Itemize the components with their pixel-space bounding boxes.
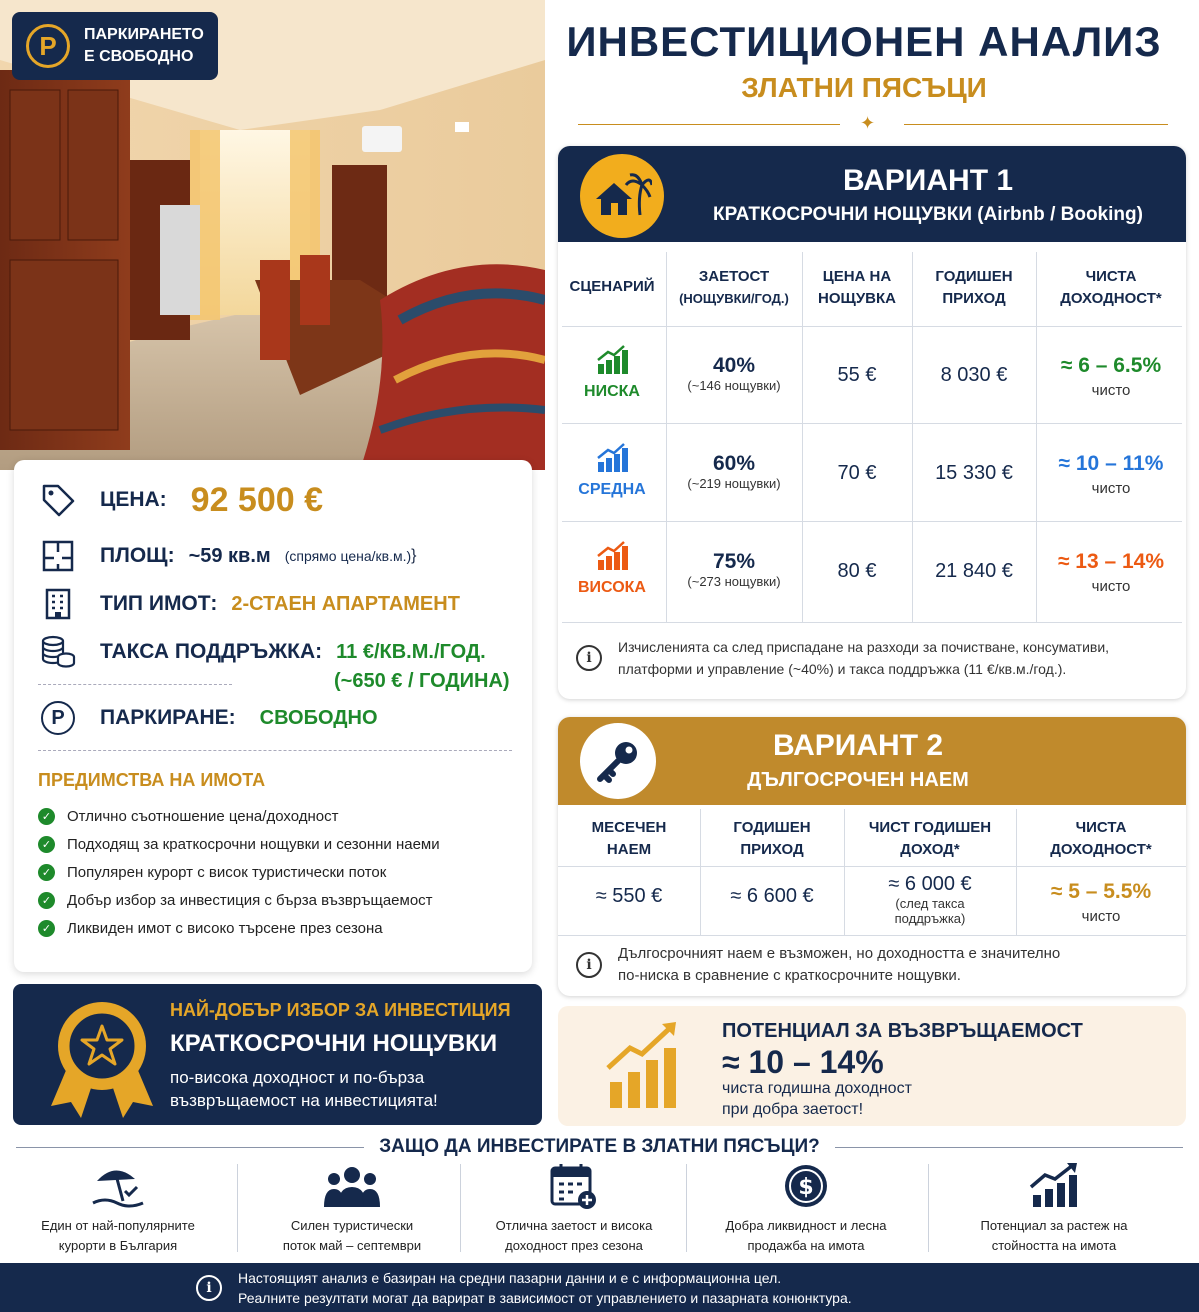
- parking-value: СВОБОДНО: [259, 706, 378, 729]
- why-item-growth: Потенциал за растеж на стойността на имота: [944, 1160, 1164, 1256]
- yield-high: ≈ 13 – 14%: [1057, 550, 1165, 573]
- svg-text:$: $: [798, 1175, 814, 1200]
- why-item-tourism: Силен туристически поток май – септември: [242, 1160, 462, 1256]
- col-net-income: ЧИСТ ГОДИШЕН ДОХОД*: [868, 819, 992, 858]
- page-subtitle: ЗЛАТНИ ПЯСЪЦИ: [741, 72, 987, 103]
- parking-circle-icon: [38, 698, 78, 738]
- property-info-card: [14, 460, 532, 972]
- variant2-header: [558, 717, 1186, 805]
- yield-low: ≈ 6 – 6.5%: [1060, 354, 1162, 377]
- price-medium: 70 €: [837, 462, 877, 484]
- title-divider-left: [578, 124, 840, 125]
- parking-icon-letter: P: [41, 701, 75, 735]
- calendar-icon: [464, 1160, 684, 1212]
- fee-label: ТАКСА ПОДДРЪЖКА:: [100, 640, 323, 663]
- disclaimer-line2: Реалните резултати могат да варират в зависимост от управлението и пазарната конюнктура.: [238, 1289, 852, 1306]
- return-potential-card: [558, 1006, 1186, 1126]
- check-icon: ✓: [38, 836, 55, 853]
- advantages-title: ПРЕДИМСТВА НА ИМОТА: [38, 770, 266, 790]
- price-high: 80 €: [837, 560, 877, 582]
- dollar-coin-icon: [696, 1160, 916, 1212]
- floor-plan-icon: [38, 536, 78, 576]
- growth-chart-icon: [606, 1020, 686, 1110]
- variant1-subtitle: КРАТКОСРОЧНИ НОЩУВКИ (Airbnb / Booking): [713, 204, 1143, 225]
- title-divider-right: [904, 124, 1168, 125]
- disclaimer-footer: [0, 1263, 1199, 1312]
- list-item: ✓ Отлично съотношение цена/доходност: [38, 802, 440, 830]
- col-monthly-rent: МЕСЕЧЕН НАЕМ: [591, 819, 667, 858]
- check-icon: ✓: [38, 808, 55, 825]
- growth-chart-icon: [596, 540, 628, 570]
- parking-icon: P: [26, 24, 70, 68]
- variant1-title: ВАРИАНТ 1: [842, 164, 1014, 197]
- divider: [38, 684, 232, 685]
- beach-house-icon: [580, 154, 664, 238]
- beach-umbrella-icon: [8, 1160, 228, 1212]
- variant2-card: ВАРИАНТ 2 ДЪЛГОСРОЧЕН НАЕМ МЕСЕЧЕН НАЕМ ГОДИШЕН ПРИХОД ЧИСТ ГОДИШЕН ДОХОД* ЧИСТА ДОХОДНОСТ* ≈ 550 € ≈ 6 600 € ≈ 6 000 € (след такса поддръжка) ≈ 5 – 5.5% чисто i Дългосрочният наем е възможен, но доходността е значително по-ниска в сравнение с краткосрочните нощувки.: [558, 717, 1186, 996]
- parking-row: [38, 698, 378, 738]
- area-label: ПЛОЩ:: [100, 544, 175, 567]
- area-value: ~59 кв.м: [188, 544, 271, 567]
- occupancy-medium: 60%: [712, 452, 756, 475]
- income-high: 21 840 €: [935, 560, 1013, 582]
- variant2-subtitle: ДЪЛГОСРОЧЕН НАЕМ: [747, 769, 969, 791]
- why-item-occupancy: Отлична заетост и висока доходност през сезона: [464, 1160, 684, 1256]
- advantages-list: [38, 802, 440, 942]
- apartment-photo: [0, 0, 545, 470]
- fee-row: [38, 632, 486, 672]
- table-row-low: [558, 344, 666, 401]
- check-icon: ✓: [38, 920, 55, 937]
- why-item-resort: Един от най-популярните курорти в България: [8, 1160, 228, 1256]
- check-icon: ✓: [38, 864, 55, 881]
- price-value: 92 500 €: [190, 480, 324, 519]
- check-icon: ✓: [38, 892, 55, 909]
- annual-income: ≈ 6 600 €: [730, 885, 814, 907]
- col-net-yield: ЧИСТА ДОХОДНОСТ*: [1050, 819, 1152, 858]
- variant2-title: ВАРИАНТ 2: [772, 729, 944, 762]
- type-row: [38, 584, 460, 624]
- fee-row-2: [334, 670, 510, 693]
- best-choice-title: НАЙ-ДОБЪР ИЗБОР ЗА ИНВЕСТИЦИЯ: [170, 1000, 511, 1020]
- net-yield: ≈ 5 – 5.5%: [1050, 880, 1152, 903]
- price-row: [38, 480, 323, 520]
- info-icon: i: [576, 645, 602, 671]
- monthly-rent: ≈ 550 €: [595, 885, 663, 907]
- info-icon: i: [576, 952, 602, 978]
- income-medium: 15 330 €: [935, 462, 1013, 484]
- coins-icon: [38, 632, 78, 672]
- scenario-high: ВИСОКА: [578, 579, 646, 596]
- why-item-liquidity: $ Добра ликвидност и лесна продажба на имота: [696, 1160, 916, 1256]
- area-row: ПЛОЩ: ~59 кв.м (спрямо цена/кв.м.) }: [38, 536, 416, 576]
- divider: [38, 750, 512, 751]
- yield-medium: ≈ 10 – 11%: [1058, 452, 1164, 475]
- parking-badge-line2: Е СВОБОДНО: [84, 48, 194, 65]
- parking-badge: [12, 12, 218, 80]
- parking-badge-line1: ПАРКИРАНЕТО: [84, 26, 204, 43]
- page-title: ИНВЕСТИЦИОНЕН АНАЛИЗ: [566, 18, 1162, 65]
- nights-high: (~273 нощувки): [687, 574, 781, 589]
- list-item: ✓ Добър избор за инвестиция с бърза възвръщаемост: [38, 886, 440, 914]
- list-item: ✓ Подходящ за краткосрочни нощувки и сезонни наеми: [38, 830, 440, 858]
- type-value: 2-СТАЕН АПАРТАМЕНТ: [231, 592, 460, 615]
- potential-title: ПОТЕНЦИАЛ ЗА ВЪЗВРЪЩАЕМОСТ: [722, 1020, 1083, 1042]
- best-choice-text: по-висока доходност и по-бърза възвръщаемост на инвестицията!: [170, 1068, 438, 1110]
- scenario-low: НИСКА: [584, 383, 640, 400]
- table-row-medium: [558, 442, 666, 499]
- list-item: ✓ Популярен курорт с висок туристически поток: [38, 858, 440, 886]
- best-choice-banner: [13, 984, 542, 1125]
- col-annual-income: ГОДИШЕН ПРИХОД: [935, 268, 1013, 307]
- why-title: ЗАЩО ДА ИНВЕСТИРАТЕ В ЗЛАТНИ ПЯСЪЦИ?: [379, 1136, 820, 1157]
- growth-chart-icon: [596, 344, 628, 374]
- potential-value: ≈ 10 – 14%: [722, 1044, 884, 1080]
- scenario-medium: СРЕДНА: [578, 481, 646, 498]
- col-occupancy: ЗАЕТОСТ (НОЩУВКИ/ГОД.): [679, 268, 789, 306]
- parking-label: ПАРКИРАНЕ:: [100, 706, 236, 729]
- variant1-header: [558, 146, 1186, 242]
- nights-medium: (~219 нощувки): [687, 476, 781, 491]
- col-annual-income: ГОДИШЕН ПРИХОД: [733, 819, 811, 858]
- occupancy-low: 40%: [712, 354, 756, 377]
- fee-value-yearly: (~650 € / ГОДИНА): [334, 670, 510, 692]
- col-net-yield: ЧИСТА ДОХОДНОСТ*: [1060, 268, 1162, 307]
- info-icon: i: [196, 1275, 222, 1301]
- variant2-note: i Дългосрочният наем е възможен, но доходността е значително по-ниска в сравнение с краткосрочните нощувки.: [576, 943, 1176, 987]
- nights-low: (~146 нощувки): [687, 378, 781, 393]
- type-label: ТИП ИМОТ:: [100, 592, 218, 615]
- table-row-high: [558, 540, 666, 597]
- potential-text: чиста годишна доходност при добра заетост!: [722, 1080, 912, 1118]
- variant1-note: i Изчисленията са след приспадане на разходи за почистване, консумативи, платформи и управление (~40%) и такса поддръжка (11 €/кв.м./год.).: [576, 636, 1176, 680]
- best-choice-subtitle: КРАТКОСРОЧНИ НОЩУВКИ: [170, 1030, 498, 1057]
- disclaimer-line1: Настоящият анализ е базиран на средни пазарни данни и е с информационна цел.: [238, 1269, 782, 1286]
- income-low: 8 030 €: [940, 364, 1008, 386]
- list-item: ✓ Ликвиден имот с високо търсене през сезона: [38, 914, 440, 942]
- key-icon: [580, 723, 656, 799]
- col-night-price: ЦЕНА НА НОЩУВКА: [818, 268, 896, 307]
- growth-chart-icon: [944, 1160, 1164, 1212]
- net-income: ≈ 6 000 €: [888, 873, 972, 895]
- area-note: (спрямо цена/кв.м.): [284, 548, 412, 564]
- price-label: ЦЕНА:: [100, 488, 167, 511]
- people-group-icon: [242, 1160, 462, 1212]
- occupancy-high: 75%: [712, 550, 756, 573]
- growth-chart-icon: [596, 442, 628, 472]
- variant1-card: ВАРИАНТ 1 КРАТКОСРОЧНИ НОЩУВКИ (Airbnb / Booking) СЦЕНАРИЙ ЗАЕТОСТ (НОЩУВКИ/ГОД.) ЦЕНА НА НОЩУВКА ГОДИШЕН ПРИХОД ЧИСТА ДОХОДНОСТ* НИСКА 40% (~146 нощувки) 55 € 8 030 € ≈ 6 – 6.5% чисто СРЕДНА 60% (~219 нощувки) 70 € 15 330 € ≈ 10 – 11% чисто ВИСОКА 75% (~273 нощувки) 80 € 21 840 € ≈ 13 – 14% чисто i Изчисленията са след приспадане на разходи за почистване, консумативи, платформи и управление (~40%) и такса поддръжка (11 €/кв.м./год.).: [558, 146, 1186, 699]
- award-medal-icon: [47, 998, 157, 1118]
- price-tag-icon: [38, 480, 78, 520]
- col-scenario: СЦЕНАРИЙ: [569, 278, 655, 295]
- building-icon: [38, 584, 78, 624]
- star-ornament-icon: ✦: [860, 113, 876, 133]
- fee-value: 11 €/КВ.М./ГОД.: [336, 640, 486, 663]
- price-low: 55 €: [837, 364, 877, 386]
